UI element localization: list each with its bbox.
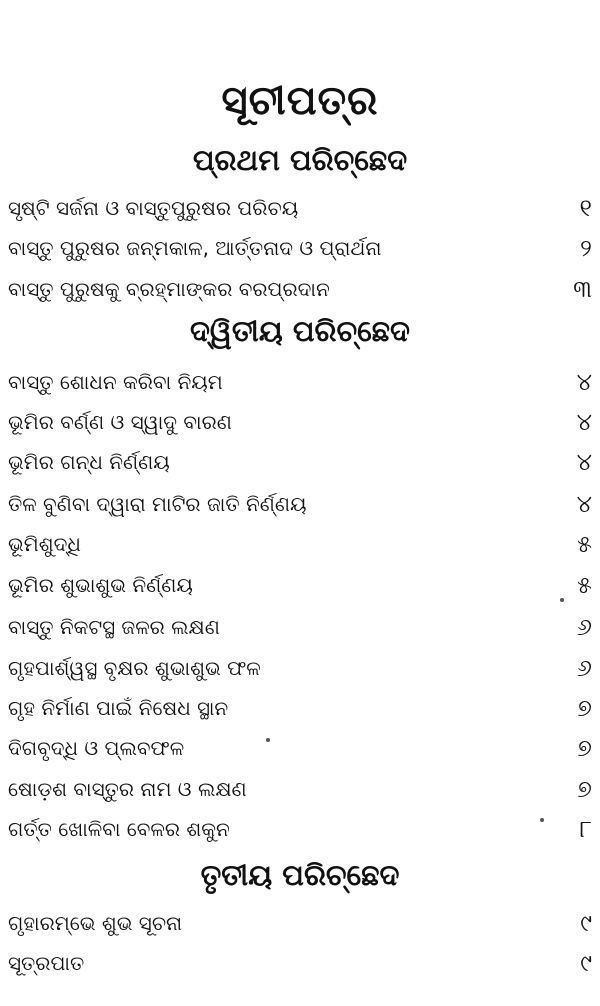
toc-entry	[8, 570, 592, 600]
toc-entry-page: ୮	[579, 815, 592, 843]
toc-entry-text: ଭୂମିର ବର୍ଣ୍ଣ ଓ ସ୍ୱାଦୁ ବାରଣ	[8, 410, 232, 434]
print-speck	[540, 818, 544, 822]
toc-entry	[8, 193, 592, 223]
toc-entry-page: ୯	[580, 909, 592, 937]
toc-entry	[8, 693, 592, 723]
toc-entry-text: ବାସ୍ତୁ ପୁରୁଷର ଜନ୍ମକାଳ, ଆର୍ତ୍ତନାଦ ଓ ପ୍ରାର୍ଥନା	[8, 236, 382, 260]
toc-entry	[8, 529, 592, 559]
print-speck	[560, 598, 564, 602]
toc-entry-text: ଗୃହାରମ୍ଭେ ଶୁଭ ସୂଚନା	[8, 911, 183, 935]
toc-entry-text: ଭୂମିର ଶୁଭାଶୁଭ ନିର୍ଣ୍ଣୟ	[8, 573, 193, 597]
chapter-3-heading: ତୃତୀୟ ପରିଚ୍ଛେଦ	[200, 858, 400, 892]
chapter-1-heading: ପ୍ରଥମ ପରିଚ୍ଛେଦ	[192, 143, 408, 177]
toc-entry-page: ୬	[576, 654, 592, 682]
toc-entry	[8, 447, 592, 477]
toc-entry	[8, 489, 592, 519]
toc-entry	[8, 908, 592, 938]
toc-entry	[8, 367, 592, 397]
toc-entry-text: ଭୂମିଶୁଦ୍ଧି	[8, 532, 81, 556]
toc-entry-page: ୧	[579, 194, 592, 222]
toc-entry	[8, 233, 592, 263]
toc-entry	[8, 407, 592, 437]
toc-entry-text: ଷୋଡ଼ଶ ବାସ୍ତୁର ନାମ ଓ ଲକ୍ଷଣ	[8, 777, 247, 801]
toc-entry	[8, 653, 592, 683]
toc-entry-text: ଗର୍ତ୍ତ ଖୋଳିବା ବେଳର ଶକୁନ	[8, 817, 230, 841]
toc-entry-page: ୪	[576, 448, 592, 476]
toc-entry	[8, 948, 592, 978]
toc-entry-text: ଦିଗବୃଦ୍ଧି ଓ ପ୍ଲବଫଳ	[8, 736, 185, 760]
toc-entry-text: ବାସ୍ତୁ ପୁରୁଷକୁ ବ୍ରହ୍ମାଙ୍କର ବରପ୍ରଦାନ	[8, 277, 330, 301]
toc-entry-page: ୩	[573, 275, 592, 303]
toc-entry-page: ୫	[577, 530, 592, 558]
chapter-2-heading: ଦ୍ୱିତୀୟ ପରିଚ୍ଛେଦ	[189, 314, 411, 348]
toc-entry-text: ବାସ୍ତୁ ଶୋଧନ କରିବା ନିୟମ	[8, 370, 223, 394]
toc-entry-page: ୭	[577, 694, 592, 722]
print-speck	[266, 738, 270, 742]
toc-entry-page: ୬	[576, 613, 592, 641]
toc-entry	[8, 814, 592, 844]
toc-entry	[8, 733, 592, 763]
toc-entry-page: ୪	[576, 408, 592, 436]
toc-entry-text: ସୃଷ୍ଟି ସର୍ଜନା ଓ ବାସ୍ତୁପୁରୁଷର ପରିଚୟ	[8, 196, 299, 220]
toc-entry-page: ୫	[577, 571, 592, 599]
toc-entry	[8, 774, 592, 804]
toc-entry-text: ସୂତ୍ରପାତ	[8, 951, 85, 975]
toc-entry-text: ବାସ୍ତୁ ନିକଟସ୍ଥ ଜଳର ଲକ୍ଷଣ	[8, 615, 220, 639]
toc-entry-text: ଗୃହ ନିର୍ମାଣ ପାଇଁ ନିଷେଧ ସ୍ଥାନ	[8, 696, 229, 720]
toc-entry-page: ୭	[577, 775, 592, 803]
toc-entry-text: ଭୂମିର ଗନ୍ଧ ନିର୍ଣ୍ଣୟ	[8, 450, 170, 474]
toc-entry-page: ୯	[580, 949, 592, 977]
toc-entry-page: ୪	[576, 490, 592, 518]
toc-entry-page: ୭	[577, 734, 592, 762]
toc-entry	[8, 274, 592, 304]
toc-entry-page: ୨	[580, 234, 592, 262]
toc-entry-text: ତିଳ ବୁଣିବା ଦ୍ୱାରା ମାଟିର ଜାତି ନିର୍ଣ୍ଣୟ	[8, 492, 307, 516]
toc-entry	[8, 612, 592, 642]
toc-entry-text: ଗୃହପାର୍ଶ୍ୱସ୍ଥ ବୃକ୍ଷର ଶୁଭାଶୁଭ ଫଳ	[8, 656, 261, 680]
page-title: ସୂଚୀପତ୍ର	[221, 78, 379, 124]
toc-entry-page: ୪	[576, 368, 592, 396]
